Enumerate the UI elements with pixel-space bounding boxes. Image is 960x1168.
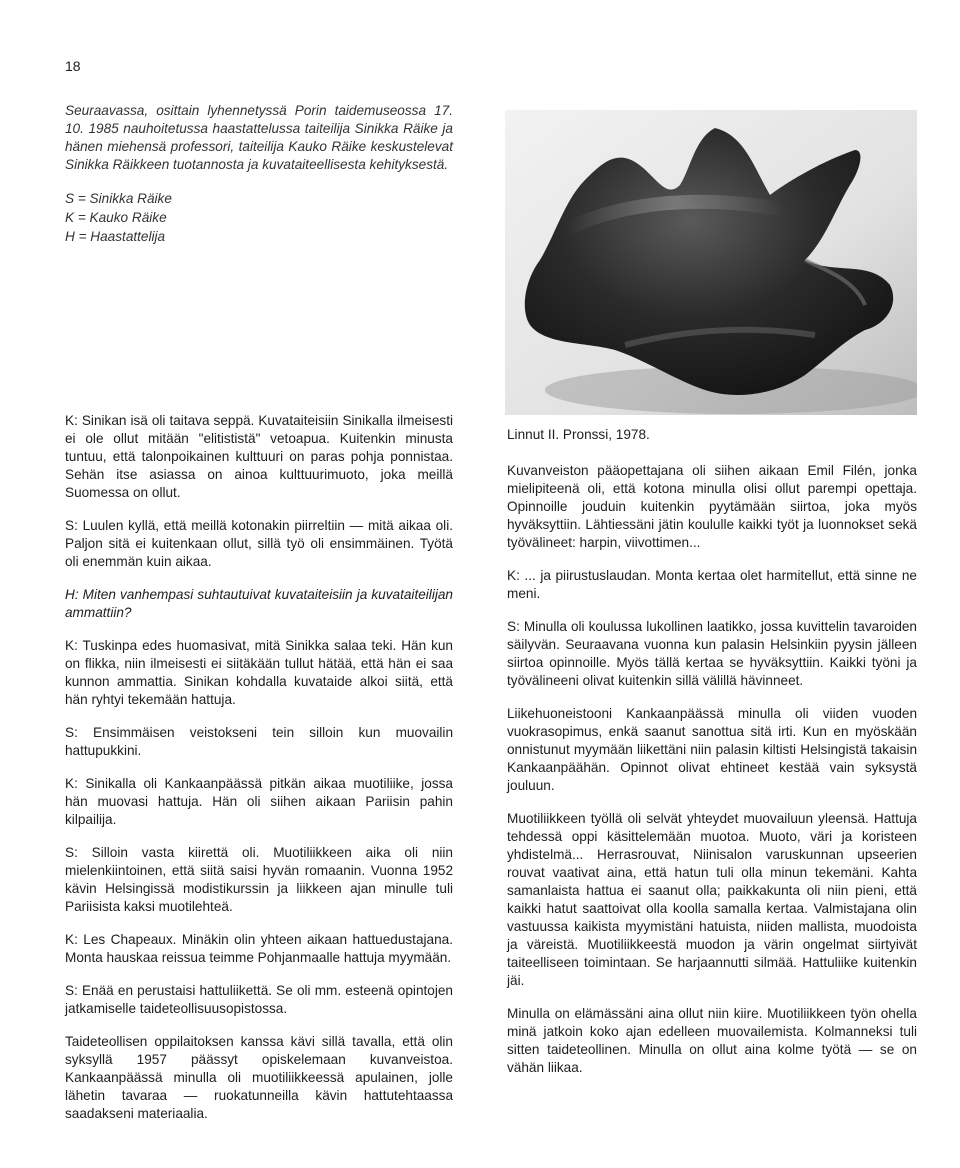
interview-paragraph: S: Enää en perustaisi hattuliikettä. Se oli mm. esteenä opintojen jatkamiselle taideteollisuusopistossa. [65, 983, 453, 1016]
interview-paragraph: S: Silloin vasta kiirettä oli. Muotiliikkeen aika oli niin mielenkiintoinen, että siitä saisi hyvän romaanin. Vuonna 1952 kävin Helsingissä modistikurssin ja liikkeen ajan minulle tuli Pariisista kaksi muotilehteä. [65, 845, 453, 914]
interview-paragraph: Taideteollisen oppilaitoksen kanssa kävi sillä tavalla, että olin syksyllä 1957 päässyt opiskelemaan kuvanveistoa. Kankaanpäässä minulla oli muotiliikkeessä apulainen, jolle lähetin tavaraa — ruokatunneilla kävin hattutehtaassa saadakseni materiaalia. [65, 1034, 453, 1121]
interview-paragraph: S: Minulla oli koulussa lukollinen laatikko, jossa kuvittelin tavaroiden säilyvän. Seuraavana vuonna kun palasin Helsinkiin pyysin jälleen siirtoa opinnoille. Myös tällä kertaa se hyväksyttiin. Kaikki työni ja työvälineeni olivat kuitenkin sillä välillä hävinneet. [507, 619, 917, 688]
photo-caption: Linnut II. Pronssi, 1978. [507, 427, 650, 442]
interview-paragraph: Minulla on elämässäni aina ollut niin kiire. Muotiliikkeen työn ohella minä jatkoin koko ajan edelleen muovailemista. Kolmanneksi tuli sitten taideteollinen. Minulla on ollut aina kolme työtä — se on vähän liikaa. [507, 1006, 917, 1075]
left-column-top [65, 102, 453, 246]
interview-paragraph: S: Ensimmäisen veistokseni tein silloin kun muovailin hattupukkini. [65, 725, 453, 758]
interview-paragraph: S: Luulen kyllä, että meillä kotonakin piirreltiin — mitä aikaa oli. Paljon sitä ei kuitenkaan ollut, sillä työ oli ensimmäinen. Työtä oli enemmän kuin aikaa. [65, 518, 453, 569]
interview-paragraph: K: Sinikalla oli Kankaanpäässä pitkän aikaa muotiliike, jossa hän muovasi hattuja. Hän oli siihen aikaan Pariisin pahin kilpailija. [65, 776, 453, 827]
interview-paragraph: K: Tuskinpa edes huomasivat, mitä Sinikka salaa teki. Hän kun on flikka, niin ilmeisesti ei siitäkään tullut hätää, että hän ei saa kunnon ammattia. Sinikan kohdalla kuvataide alkoi siitä, että hän ryhtyi tekemään hattuja. [65, 638, 453, 707]
page-number: 18 [65, 58, 81, 74]
interview-paragraph: Liikehuoneistooni Kankaanpäässä minulla oli viiden vuoden vuokrasopimus, enkä saanut sanottua sitä irti. Kun en myöskään onnistunut myymään liikettäni niin palasin kiltisti Helsingistä takaisin Kankaanpäähän. Opinnot olivat ehtineet kestää vain syksystä jouluun. [507, 706, 917, 793]
interview-paragraph: Muotiliikkeen työllä oli selvät yhteydet muovailuun yleensä. Hattuja tehdessä oppi käsittelemään muotoa. Muoto, väri ja koristeen yhdistelmä... Herrasrouvat, Niinisalon varuskunnan upseerien rouvat vaativat aina, että hatun tuli olla minun tekemäni. Kahta samanlaista hattua ei saanut olla; paikkakunta oli niin pieni, että kaikki hatut saattoivat olla koolla samalla kertaa. Valmistajana olin vastuussa kaikista myymistäni hatuista, niiden mallista, muodoista ja väreistä. Muotiliikkeestä muodon ja värin ongelmat siirtyivät taiteelliseen toimintaan. Se harjaannutti silmää. Hattuliike kuitenkin jäi. [507, 811, 917, 988]
interview-paragraph: K: Les Chapeaux. Minäkin olin yhteen aikaan hattuedustajana. Monta hauskaa reissua teimme Pohjanmaalle hattuja myymään. [65, 932, 453, 965]
speaker-legend [65, 189, 453, 246]
interviewer-question: H: Miten vanhempasi suhtautuivat kuvataiteisiin ja kuvataiteilijan ammattiin? [65, 587, 453, 620]
sculpture-photo [505, 110, 917, 415]
legend-item: K = Kauko Räike [65, 210, 167, 225]
legend-item: H = Haastattelija [65, 229, 166, 244]
interview-paragraph: K: Sinikan isä oli taitava seppä. Kuvataiteisiin Sinikalla ilmeisesti ei ole ollut mitään "elitististä" vetoapua. Kuitenkin minusta tuntuu, että talonpoikainen kulttuuri on paras pohja ponnistaa. Sehän itse asiassa on ainoa kulttuurimuoto, joka meillä Suomessa on ollut. [65, 413, 453, 500]
right-column [507, 426, 917, 1092]
intro-paragraph: Seuraavassa, osittain lyhennetyssä Porin taidemuseossa 17. 10. 1985 nauhoitetussa haastattelussa taiteilija Sinikka Räike ja hänen miehensä professori, taiteilija Kauko Räike keskustelevat Sinikka Räikkeen tuotannosta ja kuvataiteellisesta kehityksestä. [65, 103, 453, 172]
interview-paragraph: Kuvanveiston pääopettajana oli siihen aikaan Emil Filén, jonka mielipiteenä oli, että kotona minulla olisi ollut parempi opettaja. Opinnoille jouduin kuitenkin pyytämään siirtoa, joka myös hyväksyttiin. Lähtiessäni jätin koululle kaikki työt ja luonnokset sekä työvälineet: harpin, viivottimen... [507, 463, 917, 550]
interview-paragraph: K: ... ja piirustuslaudan. Monta kertaa olet harmitellut, että sinne ne meni. [507, 568, 917, 601]
left-column-interview [65, 412, 453, 1138]
legend-item: S = Sinikka Räike [65, 191, 172, 206]
